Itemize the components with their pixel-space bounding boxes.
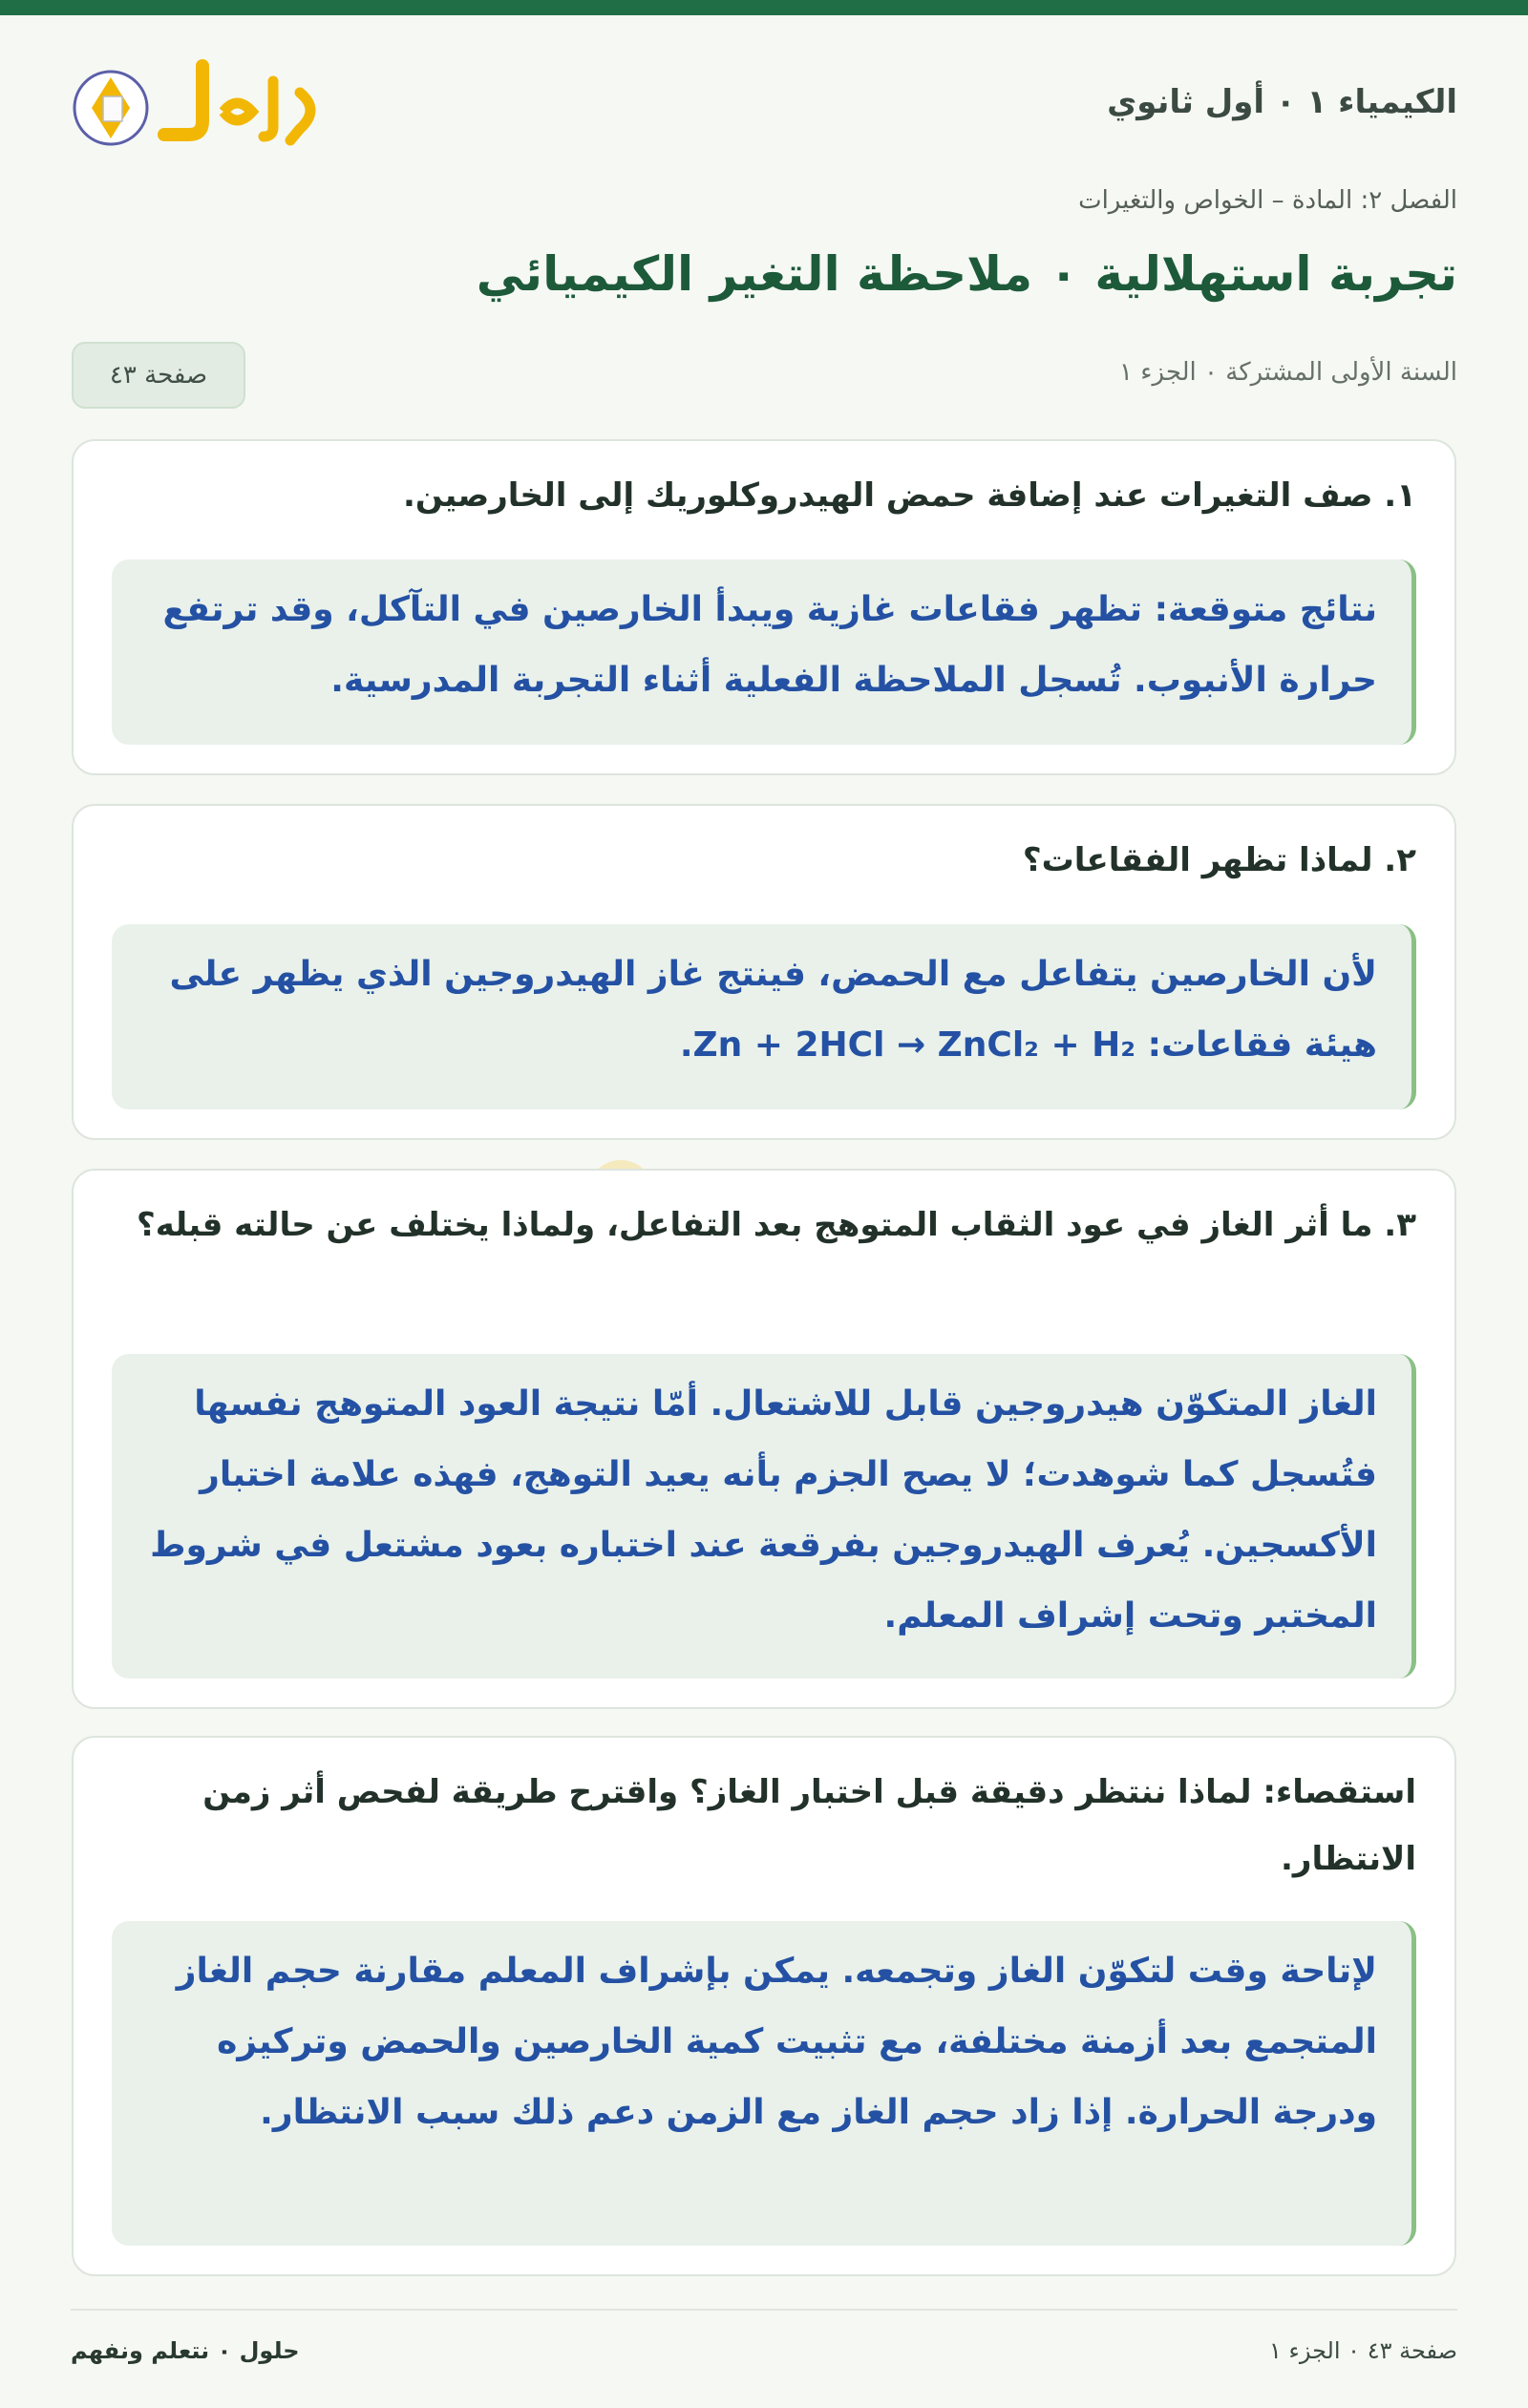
answer-box: لأن الخارصين يتفاعل مع الحمض، فينتج غاز الهيدروجين الذي يظهر على هيئة فقاعات: Zn + 2HCl → ZnCl₂ + H₂.	[112, 924, 1416, 1109]
answer-box: نتائج متوقعة: تظهر فقاعات غازية ويبدأ الخارصين في التآكل، وقد ترتفع حرارة الأنبوب. تُسجل الملاحظة الفعلية أثناء التجربة المدرسية.	[112, 560, 1416, 745]
question-card	[72, 439, 1456, 775]
inquiry-card	[72, 1736, 1456, 2276]
top-accent-bar	[0, 0, 1528, 15]
answer-box: لإتاحة وقت لتكوّن الغاز وتجمعه. يمكن بإشراف المعلم مقارنة حجم الغاز المتجمع بعد أزمنة مختلفة، مع تثبيت كمية الخارصين والحمض وتركيزه ودرجة الحرارة. إذا زاد حجم الغاز مع الزمن دعم ذلك سبب الانتظار.	[112, 1921, 1416, 2246]
chapter-label: الفصل ٢: المادة – الخواص والتغيرات	[1078, 186, 1457, 215]
footer-brand: حلول ٠ نتعلم ونفهم	[71, 2337, 300, 2364]
question-text: ١. صف التغيرات عند إضافة حمض الهيدروكلوريك إلى الخارصين.	[402, 476, 1416, 515]
volume-label: السنة الأولى المشتركة ٠ الجزء ١	[1119, 358, 1457, 387]
brand-logo[interactable]	[71, 53, 329, 158]
question-card	[72, 804, 1456, 1140]
footer-page-label: صفحة ٤٣ ٠ الجزء ١	[1269, 2337, 1457, 2364]
footer-divider	[71, 2309, 1457, 2311]
question-text: استقصاء: لماذا ننتظر دقيقة قبل اختبار الغاز؟ واقترح طريقة لفحص أثر زمن الانتظار.	[202, 1773, 1416, 1878]
page-title: تجربة استهلالية ٠ ملاحظة التغير الكيميائي	[476, 246, 1457, 302]
answer-box: الغاز المتكوّن هيدروجين قابل للاشتعال. أمّا نتيجة العود المتوهج نفسها فتُسجل كما شوهدت؛ لا يصح الجزم بأنه يعيد التوهج، فهذه علامة اختبار الأكسجين. يُعرف الهيدروجين بفرقعة عند اختباره بعود مشتعل في شروط المختبر وتحت إشراف المعلم.	[112, 1354, 1416, 1679]
header	[71, 53, 1457, 158]
course-title: الكيمياء ١ ٠ أول ثانوي	[1107, 83, 1457, 121]
question-card	[72, 1169, 1456, 1709]
question-text: ٢. لماذا تظهر الفقاعات؟	[1022, 841, 1416, 879]
question-text: ٣. ما أثر الغاز في عود الثقاب المتوهج بعد التفاعل، ولماذا يختلف عن حالته قبله؟	[136, 1206, 1416, 1244]
page-badge: صفحة ٤٣	[72, 342, 245, 409]
